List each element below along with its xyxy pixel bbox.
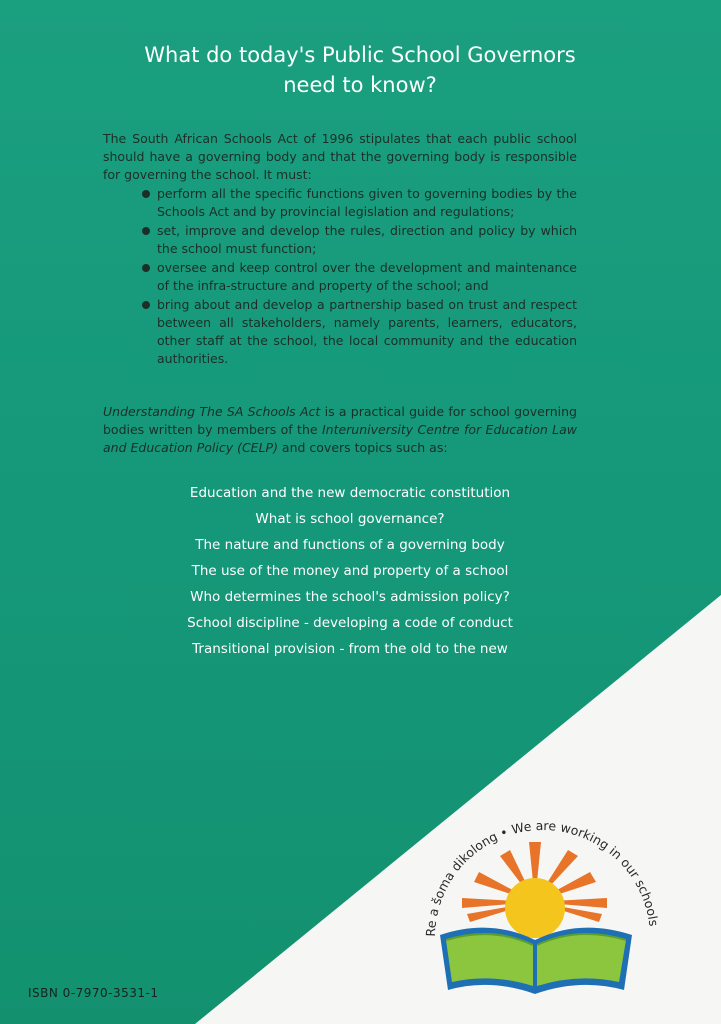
topics-list xyxy=(140,480,560,662)
topic-item: Who determines the school's admission policy? xyxy=(190,589,510,605)
list-item xyxy=(140,222,577,258)
bullet-icon xyxy=(142,227,150,235)
book-description xyxy=(103,403,577,457)
list-item-text: oversee and keep control over the development and maintenance of the infra-structure and property of the school; and xyxy=(157,260,577,293)
bullet-icon xyxy=(142,190,150,198)
heading-line-1: What do today's Public School Governors xyxy=(144,43,576,67)
heading-line-2: need to know? xyxy=(283,73,437,97)
sun-icon xyxy=(505,878,565,938)
isbn-number: ISBN 0-7970-3531-1 xyxy=(28,986,159,1000)
cover-heading xyxy=(60,40,660,100)
book-title: Understanding The SA Schools Act xyxy=(103,404,321,419)
sun-book-logo xyxy=(400,790,670,1010)
topic-item: Transitional provision - from the old to the new xyxy=(192,641,508,657)
duties-list xyxy=(140,185,577,369)
list-item-text: bring about and develop a partnership based on trust and respect between all stakeholders, namely parents, learners, educators, other staff at the school, the local community and the education authorities. xyxy=(157,297,577,366)
topic-item: School discipline - developing a code of conduct xyxy=(187,615,513,631)
bullet-icon xyxy=(142,301,150,309)
logo-arc-text: Re a šoma dikolong • We are working in our schools xyxy=(422,817,662,937)
centre-name: Interuniversity Centre for Education Law and Education Policy (CELP) xyxy=(103,422,578,455)
list-item xyxy=(140,259,577,295)
list-item xyxy=(140,296,577,368)
topic-item: The nature and functions of a governing body xyxy=(195,537,505,553)
list-item xyxy=(140,185,577,221)
description-text-a: is a practical guide for school governing bodies written by members of the xyxy=(103,404,577,437)
list-item-text: set, improve and develop the rules, direction and policy by which the school must function; xyxy=(157,223,577,256)
topic-item: What is school governance? xyxy=(255,511,445,527)
topic-item: The use of the money and property of a school xyxy=(191,563,509,579)
description-text-b: and covers topics such as: xyxy=(277,440,448,455)
bullet-icon xyxy=(142,264,150,272)
topic-item: Education and the new democratic constitution xyxy=(189,485,511,501)
intro-paragraph: The South African Schools Act of 1996 stipulates that each public school should have a governing body and that the governing body is responsible for governing the school. It must: xyxy=(103,131,577,182)
list-item-text: perform all the specific functions given to governing bodies by the Schools Act and by provincial legislation and regulations; xyxy=(157,186,577,219)
